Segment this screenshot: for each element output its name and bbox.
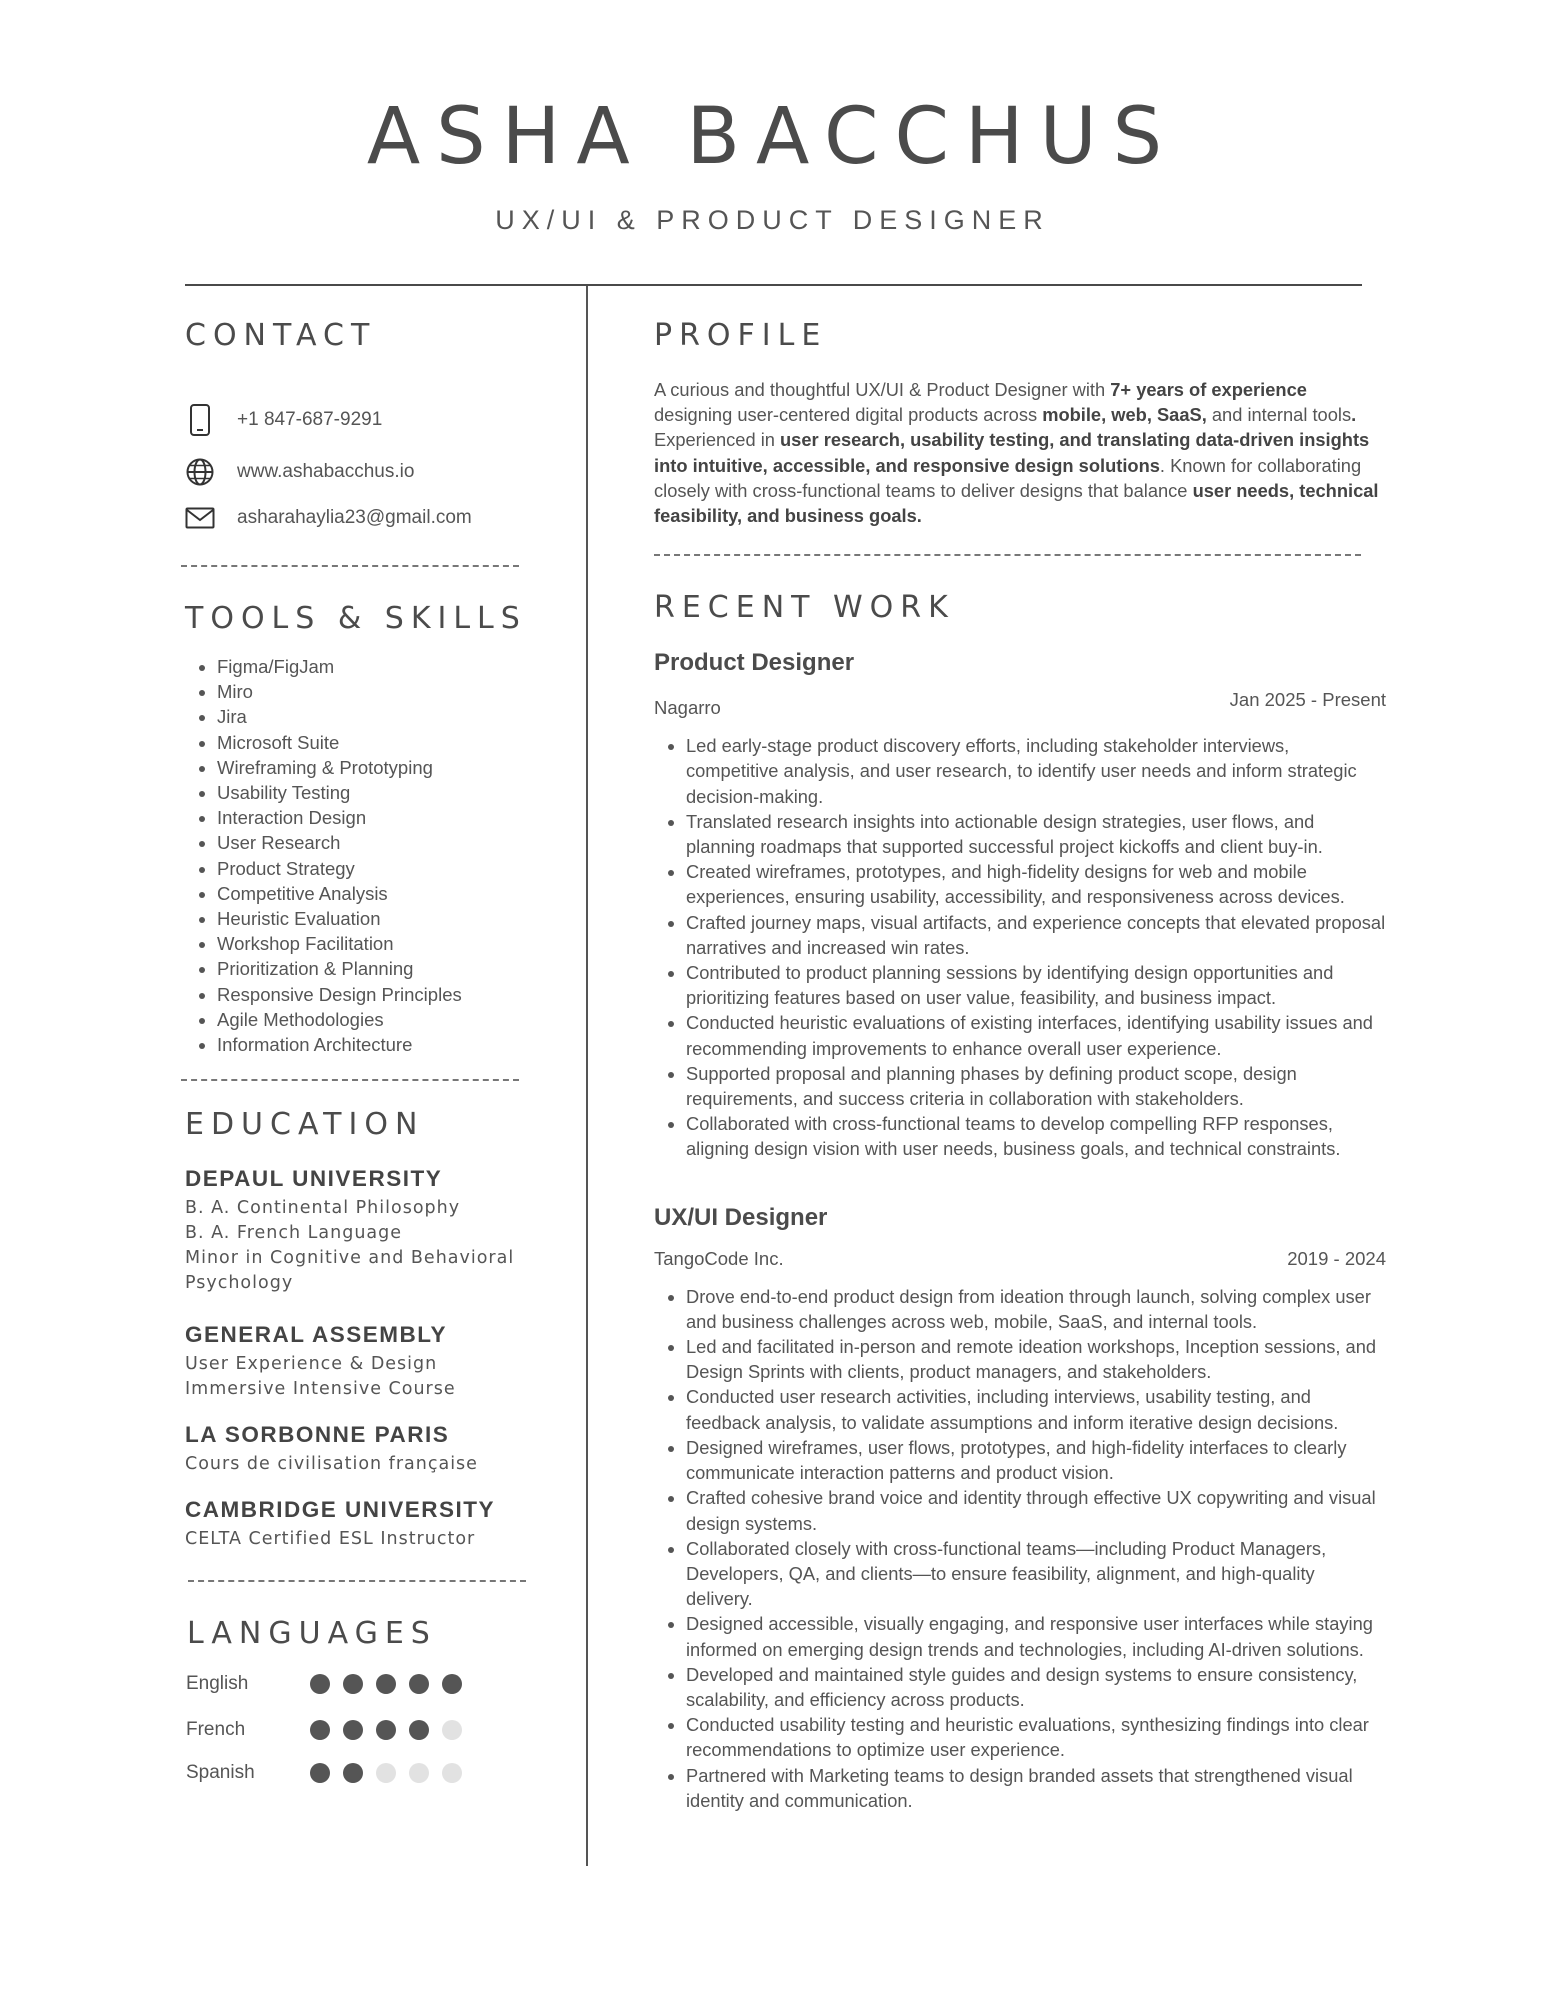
- skill-item: • Jira: [217, 704, 545, 729]
- proficiency-dots: [310, 1674, 475, 1694]
- degree-line: User Experience & Design: [185, 1354, 438, 1375]
- languages-heading: LANGUAGES: [187, 1616, 437, 1652]
- skill-item: • Usability Testing: [217, 780, 545, 805]
- job-bullet: • Conducted usability testing and heuristic evaluations, synthesizing findings into clear recommendations to optimize user experience.: [686, 1712, 1386, 1762]
- jobs-list: [654, 649, 1386, 1813]
- degree-line: Immersive Intensive Course: [185, 1379, 456, 1400]
- proficiency-dot-filled: [409, 1674, 429, 1694]
- contact-phone-text[interactable]: +1 847-687-9291: [237, 409, 383, 430]
- job-bullet: • Led early-stage product discovery efforts, including stakeholder interviews, competitive analysis, and user research, to identify user needs and inform strategic decision-making.: [686, 733, 1386, 809]
- candidate-name: ASHA BACCHUS: [366, 92, 1179, 182]
- contact-heading: CONTACT: [185, 318, 377, 353]
- job-bullets: [654, 733, 1386, 1161]
- proficiency-dot-filled: [343, 1720, 363, 1740]
- proficiency-dot-filled: [442, 1674, 462, 1694]
- job-bullet: • Partnered with Marketing teams to design branded assets that strengthened visual identity and communication.: [686, 1763, 1386, 1813]
- education-entry: [185, 1422, 545, 1477]
- profile-text-segment: Experienced in: [654, 429, 781, 451]
- job-dates: Jan 2025 - Present: [1229, 689, 1386, 711]
- recent-work-heading: RECENT WORK: [654, 590, 955, 626]
- job-bullet: • Created wireframes, prototypes, and high-fidelity designs for web and mobile experiences, ensuring usability, accessibility, and responsiveness across devices.: [686, 859, 1386, 909]
- skill-item: • Prioritization & Planning: [217, 956, 545, 981]
- language-name: Spanish: [186, 1762, 255, 1784]
- proficiency-dot-filled: [376, 1720, 396, 1740]
- job-bullet: • Designed wireframes, user flows, prototypes, and high-fidelity interfaces to clearly communicate interaction patterns and product vision.: [686, 1435, 1386, 1485]
- header-divider: [185, 284, 1362, 286]
- job-title: Product Designer: [654, 649, 855, 677]
- degree-line: Psychology: [185, 1273, 294, 1294]
- proficiency-dot-filled: [343, 1674, 363, 1694]
- degree-line: B. A. French Language: [185, 1223, 403, 1244]
- school-name: DEPAUL UNIVERSITY: [185, 1166, 443, 1192]
- school-name: GENERAL ASSEMBLY: [185, 1322, 447, 1348]
- skills-list: [185, 654, 545, 1057]
- proficiency-dot-filled: [376, 1674, 396, 1694]
- profile-text-segment: . Known for collaborating closely with cross-functional teams to deliver designs that balance: [654, 454, 1362, 501]
- job-bullet: • Drove end-to-end product design from ideation through launch, solving complex user and business challenges across web, mobile, SaaS, and internal tools.: [686, 1284, 1386, 1334]
- profile-divider: [654, 554, 1361, 556]
- company-name: TangoCode Inc.: [654, 1247, 784, 1269]
- education-entry: [185, 1497, 545, 1552]
- job-bullet: • Collaborated with cross-functional teams to develop compelling RFP responses, aligning design vision with user needs, business goals, and technical constraints.: [686, 1111, 1386, 1161]
- skills-divider: [181, 1079, 519, 1081]
- language-row: [186, 1673, 475, 1695]
- job-bullet: • Contributed to product planning sessions by identifying design opportunities and prioritizing features based on user value, feasibility, and business impact.: [686, 960, 1386, 1010]
- profile-text-segment: designing user-centered digital products across: [654, 404, 1043, 426]
- job-bullet: • Designed accessible, visually engaging, and responsive user interfaces while staying informed on emerging design trends and technologies, including AI-driven solutions.: [686, 1611, 1386, 1661]
- proficiency-dot-empty: [409, 1763, 429, 1783]
- languages-list: [186, 1663, 545, 1783]
- contact-phone: [185, 403, 545, 437]
- skill-item: • Agile Methodologies: [217, 1007, 545, 1032]
- language-row: [186, 1719, 475, 1741]
- language-name: English: [186, 1673, 249, 1695]
- degree-line: Minor in Cognitive and Behavioral: [185, 1248, 515, 1269]
- language-row: [186, 1762, 475, 1784]
- proficiency-dot-empty: [442, 1763, 462, 1783]
- education-divider: [188, 1580, 526, 1582]
- skill-item: • Product Strategy: [217, 856, 545, 881]
- job-entry: [654, 649, 1386, 1161]
- language-name: French: [186, 1719, 246, 1741]
- skill-item: • Heuristic Evaluation: [217, 906, 545, 931]
- education-list: [185, 1166, 545, 1552]
- proficiency-dot-filled: [310, 1720, 330, 1740]
- profile-emphasis: user research, usability testing, and translating data-driven insights into intuitive, accessible, and responsive design solutions: [654, 429, 1370, 476]
- contact-email: [185, 501, 545, 535]
- skill-item: • User Research: [217, 830, 545, 855]
- profile-emphasis: 7+ years of experience: [1110, 379, 1307, 400]
- skill-item: • Competitive Analysis: [217, 881, 545, 906]
- tools-heading: TOOLS & SKILLS: [185, 601, 527, 636]
- skill-item: • Microsoft Suite: [217, 730, 545, 755]
- phone-icon: [185, 405, 215, 435]
- education-entry: [185, 1322, 545, 1402]
- profile-heading: PROFILE: [654, 318, 828, 353]
- profile-text-segment: A curious and thoughtful UX/UI & Product Designer with: [654, 379, 1111, 400]
- job-bullet: • Crafted cohesive brand voice and identity through effective UX copywriting and visual design systems.: [686, 1485, 1386, 1535]
- proficiency-dot-filled: [310, 1674, 330, 1694]
- proficiency-dot-empty: [442, 1720, 462, 1740]
- skill-item: • Wireframing & Prototyping: [217, 755, 545, 780]
- job-bullet: • Conducted heuristic evaluations of existing interfaces, identifying usability issues and recommending improvements to enhance overall user experience.: [686, 1010, 1386, 1060]
- school-name: CAMBRIDGE UNIVERSITY: [185, 1497, 496, 1523]
- job-entry: [654, 1204, 1386, 1813]
- contact-divider: [181, 565, 519, 567]
- skill-item: • Responsive Design Principles: [217, 982, 545, 1007]
- degree-line: B. A. Continental Philosophy: [185, 1198, 461, 1219]
- skill-item: • Information Architecture: [217, 1032, 545, 1057]
- job-bullet: • Conducted user research activities, including interviews, usability testing, and feedback analysis, to validate assumptions and inform iterative design decisions.: [686, 1384, 1386, 1434]
- job-bullet: • Crafted journey maps, visual artifacts, and experience concepts that elevated proposal narratives and increased win rates.: [686, 910, 1386, 960]
- contact-website: [185, 455, 545, 489]
- profile-text-segment: and internal tools: [1206, 404, 1352, 426]
- job-bullet: • Collaborated closely with cross-functional teams—including Product Managers, Developers, QA, and clients—to ensure feasibility, alignment, and high-quality delivery.: [686, 1536, 1386, 1612]
- skill-item: • Interaction Design: [217, 805, 545, 830]
- job-dates: 2019 - 2024: [1287, 1247, 1386, 1269]
- job-bullet: • Supported proposal and planning phases by defining product scope, design requirements, and success criteria in collaboration with stakeholders.: [686, 1061, 1386, 1111]
- profile-emphasis: mobile, web, SaaS,: [1042, 404, 1207, 426]
- right-column: [654, 318, 1386, 1813]
- job-bullet: • Led and facilitated in-person and remote ideation workshops, Inception sessions, and Design Sprints with clients, product managers, and stakeholders.: [686, 1334, 1386, 1384]
- job-meta: [654, 1248, 1386, 1270]
- globe-icon: [185, 457, 215, 487]
- profile-summary: [654, 377, 1386, 528]
- job-subtitle: UX/UI & PRODUCT DESIGNER: [495, 205, 1050, 235]
- school-name: LA SORBONNE PARIS: [185, 1422, 450, 1448]
- education-heading: EDUCATION: [185, 1107, 425, 1143]
- contact-website-text[interactable]: www.ashabacchus.io: [237, 461, 415, 482]
- contact-email-text[interactable]: asharahaylia23@gmail.com: [237, 507, 472, 528]
- proficiency-dots: [310, 1763, 475, 1783]
- mail-icon: [185, 503, 215, 533]
- proficiency-dots: [310, 1720, 475, 1740]
- proficiency-dot-filled: [343, 1763, 363, 1783]
- degree-line: CELTA Certified ESL Instructor: [185, 1529, 476, 1550]
- left-column: [185, 318, 545, 1783]
- profile-emphasis: user needs, technical feasibility, and business goals.: [654, 479, 1379, 527]
- education-entry: [185, 1166, 545, 1296]
- proficiency-dot-filled: [310, 1763, 330, 1783]
- skill-item: • Figma/FigJam: [217, 654, 545, 679]
- column-divider: [586, 286, 588, 1866]
- proficiency-dot-filled: [409, 1720, 429, 1740]
- company-name: Nagarro: [654, 697, 721, 719]
- job-title: UX/UI Designer: [654, 1203, 828, 1231]
- proficiency-dot-empty: [376, 1763, 396, 1783]
- skill-item: • Miro: [217, 679, 545, 704]
- profile-emphasis: .: [1351, 404, 1357, 426]
- job-bullets: [654, 1284, 1386, 1813]
- job-bullet: • Developed and maintained style guides and design systems to ensure consistency, scalability, and efficiency across products.: [686, 1662, 1386, 1712]
- job-bullet: • Translated research insights into actionable design strategies, user flows, and planning roadmaps that supported successful project kickoffs and client buy-in.: [686, 809, 1386, 859]
- degree-line: Cours de civilisation française: [185, 1454, 478, 1475]
- job-meta: [654, 689, 1386, 719]
- skill-item: • Workshop Facilitation: [217, 931, 545, 956]
